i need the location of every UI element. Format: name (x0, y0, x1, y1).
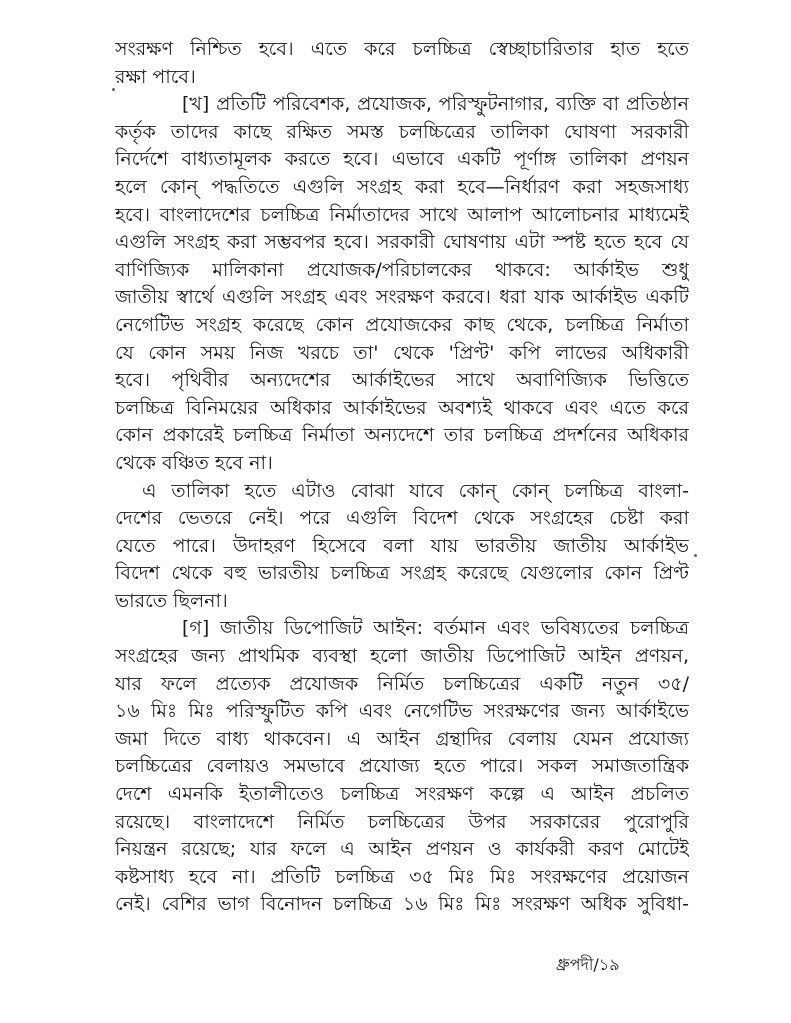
text-line: চলচ্চিত্রের বেলায়ও সমভাবে প্রযোজ্য হতে পারে। সকল সমাজতান্ত্রিক (115, 755, 689, 778)
text-line: হবে। বাংলাদেশের চলচ্চিত্র নির্মাতাদের সাথে আলাপ আলোচনার মাধ্যমেই (115, 203, 689, 226)
text-line: নেগেটিভ সংগ্রহ করেছে কোন প্রযোজকের কাছ থেকে, চলচ্চিত্র নির্মাতা (115, 313, 689, 336)
text-line: চলচ্চিত্র বিনিময়ের অধিকার আর্কাইভের অবশ্যই থাকবে এবং এতে করে (115, 396, 689, 419)
text-line: জাতীয় স্বার্থে এগুলি সংগ্রহ এবং সংরক্ষণ করবে। ধরা যাক আর্কাইভ একটি (115, 286, 689, 309)
scan-speck (694, 554, 697, 557)
text-line: দেশের ভেতরে নেই। পরে এগুলি বিদেশ থেকে সংগ্রহের চেষ্টা করা (115, 507, 689, 530)
section-kha-heading-line: [খ] প্রতিটি পরিবেশক, প্রযোজক, পরিস্ফুটনাগার, ব্যক্তি বা প্রতিষ্ঠান (182, 93, 689, 116)
paragraph-start-line: এ তালিকা হতে এটাও বোঝা যাবে কোন্ কোন্ চলচ্চিত্র বাংলা- (142, 479, 689, 502)
text-line: ভারতে ছিলনা। (115, 589, 228, 612)
text-line: বাণিজ্যিক মালিকানা প্রযোজক/পরিচালকের থাকবে: আর্কাইভ শুধু (115, 258, 689, 281)
text-line: জমা দিতে বাধ্য থাকবেন। এ আইন গ্রন্থাদির বেলায় যেমন প্রযোজ্য (115, 727, 689, 750)
text-line: যে কোন সময় নিজ খরচে তা' থেকে 'প্রিণ্ট' কপি লাভের অধিকারী (115, 341, 689, 364)
document-body (115, 36, 689, 919)
section-ga-heading-line: [গ] জাতীয় ডিপোজিট আইন: বর্তমান এবং ভবিষ্যতের চলচ্চিত্র (182, 617, 689, 640)
text-line: কর্তৃক তাদের কাছে রক্ষিত সমস্ত চলচ্চিত্রের তালিকা ঘোষণা সরকারী (115, 120, 689, 143)
text-line: বিদেশ থেকে বহু ভারতীয় চলচ্চিত্র সংগ্রহ করেছে যেগুলোর কোন প্রিণ্ট (115, 562, 689, 585)
text-line: হবে। পৃথিবীর অন্যদেশের আর্কাইভের সাথে অবাণিজ্যিক ভিত্তিতে (115, 369, 689, 392)
text-line: ১৬ মিঃ মিঃ পরিস্ফুটিত কপি এবং নেগেটিভ সংরক্ষণের জন্য আর্কাইভে (115, 700, 689, 723)
scan-speck (112, 88, 115, 91)
text-line: দেশে এমনকি ইতালীতেও চলচ্চিত্র সংরক্ষণ কল্পে এ আইন প্রচলিত (115, 783, 689, 806)
text-line: রয়েছে। বাংলাদেশে নির্মিত চলচ্চিত্রের উপর সরকারের পুরোপুরি (115, 810, 689, 833)
text-line: রক্ষা পাবে। (115, 65, 196, 88)
text-line: যেতে পারে। উদাহরণ হিসেবে বলা যায় ভারতীয় জাতীয় আর্কাইভ (115, 534, 689, 557)
text-line: কষ্টসাধ্য হবে না। প্রতিটি চলচ্চিত্র ৩৫ মিঃ মিঃ সংরক্ষণের প্রয়োজন (115, 865, 689, 888)
text-line: সংগ্রহের জন্য প্রাথমিক ব্যবস্থা হলো জাতীয় ডিপোজিট আইন প্রণয়ন, (115, 645, 689, 668)
text-line: নেই। বেশির ভাগ বিনোদন চলচ্চিত্র ১৬ মিঃ মিঃ সংরক্ষণ অধিক সুবিধা- (115, 893, 689, 916)
text-line: যার ফলে প্রত্যেক প্রযোজক নির্মিত চলচ্চিত্রের একটি নতুন ৩৫/ (115, 672, 689, 695)
text-line: নিয়ন্ত্রন রয়েছে; যার ফলে এ আইন প্রণয়ন ও কার্যকরী করণ মোটেই (115, 838, 689, 861)
text-line: নির্দেশে বাধ্যতামূলক করতে হবে। এভাবে একটি পূর্ণাঙ্গ তালিকা প্রণয়ন (115, 148, 689, 171)
text-line: সংরক্ষণ নিশ্চিত হবে। এতে করে চলচ্চিত্র স্বেচ্ছাচারিতার হাত হতে (115, 38, 689, 60)
text-line: কোন প্রকারেই চলচ্চিত্র নির্মাতা অন্যদেশে তার চলচ্চিত্র প্রদর্শনের অধিকার (115, 424, 689, 447)
text-line: এগুলি সংগ্রহ করা সম্ভবপর হবে। সরকারী ঘোষণায় এটা স্পষ্ট হতে হবে যে (115, 231, 689, 254)
page-footer: ধ্রুপদী/১৯ (556, 955, 620, 974)
text-line: হলে কোন্ পদ্ধতিতে এগুলি সংগ্রহ করা হবে—নির্ধারণ করা সহজসাধ্য (115, 175, 689, 198)
text-line: থেকে বঞ্চিত হবে না। (115, 451, 273, 474)
